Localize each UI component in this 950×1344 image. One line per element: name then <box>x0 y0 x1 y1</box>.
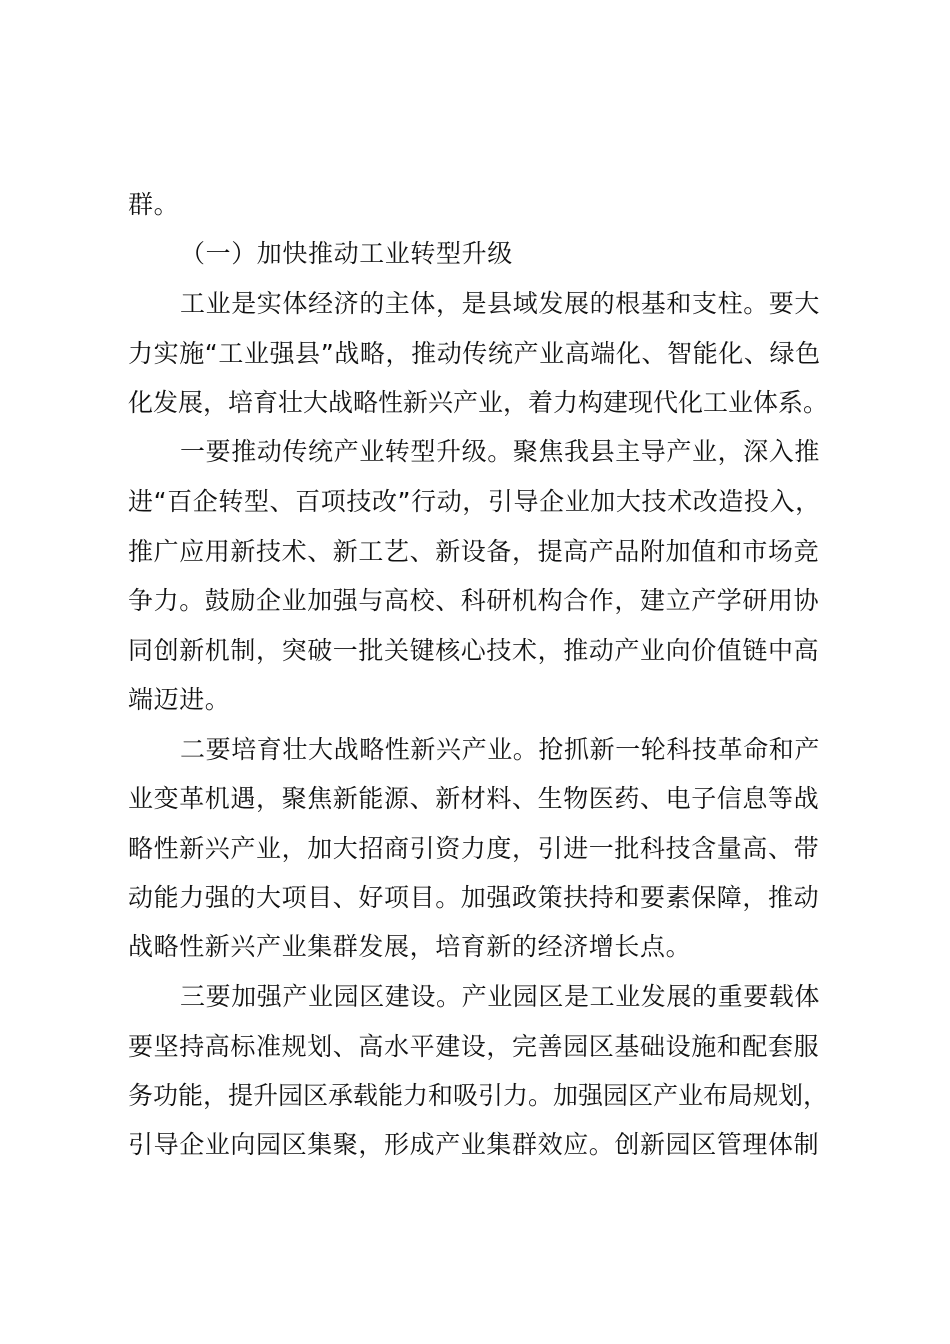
text-line: 力实施“工业强县”战略，推动传统产业高端化、智能化、绿色 <box>128 339 821 368</box>
text-line: 争力。鼓励企业加强与高校、科研机构合作，建立产学研用协 <box>128 586 820 615</box>
text-line: 要坚持高标准规划、高水平建设，完善园区基础设施和配套服 <box>128 1032 820 1061</box>
text-line: 引导企业向园区集聚，形成产业集群效应。创新园区管理体制 <box>128 1130 820 1159</box>
text-line: 略性新兴产业，加大招商引资力度，引进一批科技含量高、带 <box>128 834 820 863</box>
text-line: 进“百企转型、百项技改”行动，引导企业加大技术改造投入， <box>128 487 821 516</box>
text-line: 推广应用新技术、新工艺、新设备，提高产品附加值和市场竞 <box>128 537 820 566</box>
text-line: 同创新机制，突破一批关键核心技术，推动产业向价值链中高 <box>128 636 820 665</box>
text-line: 业变革机遇，聚焦新能源、新材料、生物医药、电子信息等战 <box>128 784 820 813</box>
text-line: 工业是实体经济的主体，是县域发展的根基和支柱。要大 <box>180 289 821 318</box>
text-line: 端迈进。 <box>128 685 231 714</box>
text-line: 一要推动传统产业转型升级。聚焦我县主导产业，深入推 <box>180 437 821 466</box>
text-line: 化发展，培育壮大战略性新兴产业，着力构建现代化工业体系。 <box>128 388 829 417</box>
text-line: 动能力强的大项目、好项目。加强政策扶持和要素保障，推动 <box>128 883 820 912</box>
section-heading: （一）加快推动工业转型升级 <box>180 239 513 268</box>
text-line: 战略性新兴产业集群发展，培育新的经济增长点。 <box>128 932 692 961</box>
text-line: 二要培育壮大战略性新兴产业。抢抓新一轮科技革命和产 <box>180 735 821 764</box>
text-line: 群。 <box>128 190 180 219</box>
text-line: 三要加强产业园区建设。产业园区是工业发展的重要载体 <box>180 982 821 1011</box>
text-line: 务功能，提升园区承载能力和吸引力。加强园区产业布局规划， <box>128 1081 829 1110</box>
